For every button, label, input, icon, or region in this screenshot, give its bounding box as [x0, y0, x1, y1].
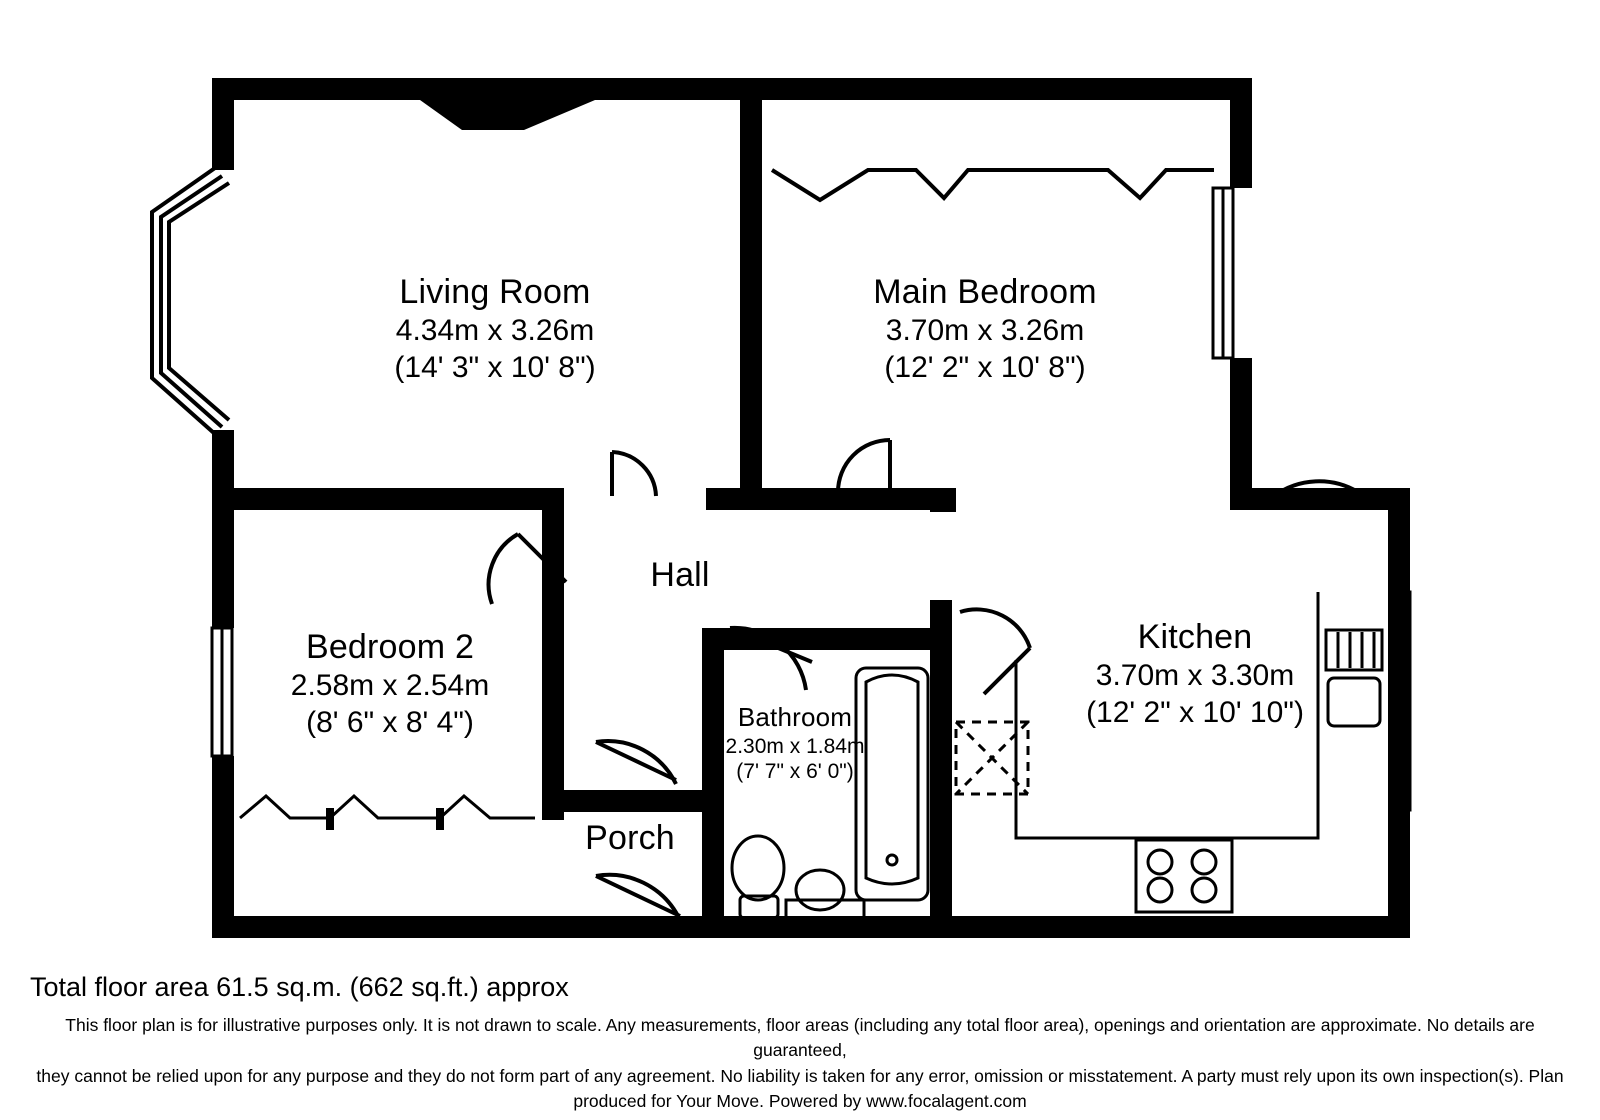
room-name: Bedroom 2 [305, 628, 475, 666]
wall-hall-top-right [706, 488, 956, 510]
wall-top [212, 78, 1252, 100]
room-label-hall [530, 555, 830, 596]
wall-hall-stub-right [930, 498, 956, 512]
room-dimension-imperial: (7' 7" x 6' 0") [736, 760, 854, 784]
total-floor-area: Total floor area 61.5 sq.m. (662 sq.ft.) approx [30, 972, 569, 1002]
disclaimer [0, 1013, 1600, 1115]
room-name: Hall [650, 556, 710, 594]
disclaimer-line-2: they cannot be relied upon for any purpose and they do not form part of any agreement. No liability is taken for any error, omission or misstatement. A party must rely upon its own inspection(s). Plan [36, 1065, 1564, 1086]
room-name: Porch [585, 819, 675, 857]
room-name: Main Bedroom [873, 273, 1097, 311]
room-dimension-imperial: (12' 2" x 10' 8") [884, 351, 1086, 385]
basin [796, 870, 844, 910]
room-dimension-imperial: (8' 6" x 8' 4") [306, 706, 474, 740]
wall-left-upper [212, 78, 234, 170]
wall-right-upper [1230, 78, 1252, 188]
room-dimension-metric: 3.70m x 3.30m [1095, 659, 1295, 693]
room-name: Bathroom [737, 702, 853, 732]
wall-hall-top-left [212, 488, 564, 510]
room-label-kitchen [960, 617, 1430, 732]
wall-right-mid [1230, 358, 1252, 498]
room-dimension-metric: 3.70m x 3.26m [885, 314, 1085, 348]
door-living-room-arc [612, 452, 656, 496]
room-label-porch [500, 818, 760, 859]
wall-porch-top [542, 790, 702, 812]
room-label-main-bedroom [750, 272, 1220, 387]
footer [0, 972, 1600, 1115]
window-living-room-top [420, 78, 595, 130]
room-label-bedroom-2 [160, 627, 620, 742]
disclaimer-line-1: This floor plan is for illustrative purposes only. It is not drawn to scale. Any measurements, floor areas (including any total floor area), openings and orientation are approximate. No details are guaranteed, [65, 1015, 1535, 1061]
bay-window-living-room [152, 168, 229, 434]
room-dimension-imperial: (12' 2" x 10' 10") [1086, 696, 1304, 730]
room-dimension-metric: 2.30m x 1.84m [725, 734, 865, 758]
door-main-bedroom-arc [838, 440, 890, 492]
door-bedroom2-arc [489, 534, 518, 604]
room-label-living-room [260, 272, 730, 387]
room-name: Living Room [399, 273, 591, 311]
radiator-tick-2 [436, 808, 444, 830]
wall-left-lower-a [212, 488, 234, 628]
room-name: Kitchen [1137, 618, 1253, 656]
room-dimension-imperial: (14' 3" x 10' 8") [394, 351, 596, 385]
window-main-bedroom-top [772, 170, 1214, 200]
radiator-bedroom2 [240, 796, 535, 818]
disclaimer-line-3: produced for Your Move. Powered by www.focalagent.com [573, 1091, 1027, 1112]
room-label-bathroom [650, 702, 940, 785]
room-dimension-metric: 4.34m x 3.26m [395, 314, 595, 348]
room-dimension-metric: 2.58m x 2.54m [290, 669, 490, 703]
walls-group [152, 78, 1410, 938]
bath-plug [887, 855, 897, 865]
radiator-tick-1 [326, 808, 334, 830]
wall-left-lower-b [212, 756, 234, 938]
kitchen-hob [1136, 840, 1232, 912]
